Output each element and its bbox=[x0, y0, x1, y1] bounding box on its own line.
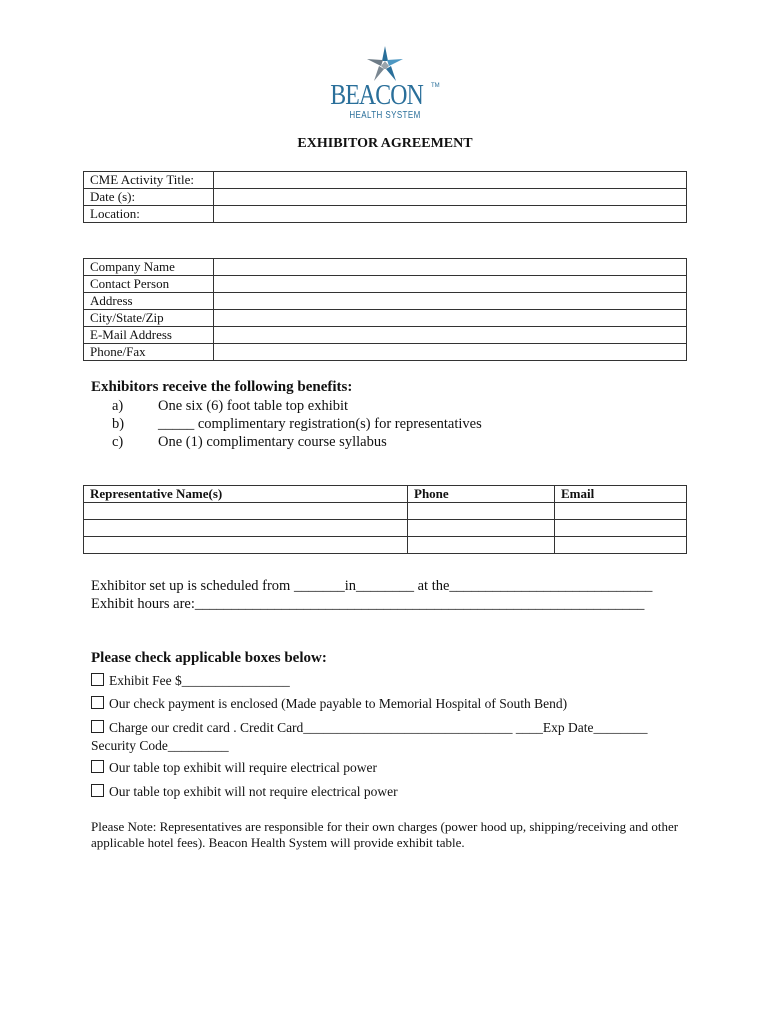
page-title: EXHIBITOR AGREEMENT bbox=[297, 136, 473, 151]
table-header-row bbox=[84, 486, 687, 503]
option-label: Charge our credit card . Credit Card_______________________________ ____Exp Date________ bbox=[109, 720, 648, 735]
check-payment-option bbox=[91, 696, 567, 712]
list-marker: b) bbox=[112, 416, 125, 432]
rep-email-cell[interactable] bbox=[555, 537, 687, 554]
setup-line[interactable]: Exhibitor set up is scheduled from _______in________ at the____________________________ bbox=[91, 578, 653, 594]
rep-name-cell[interactable] bbox=[84, 520, 408, 537]
table-row bbox=[84, 310, 687, 327]
row-label: City/State/Zip bbox=[84, 310, 214, 327]
row-label: Date (s): bbox=[84, 189, 214, 206]
table-row bbox=[84, 172, 687, 189]
column-header: Email bbox=[555, 486, 687, 503]
benefits-heading: Exhibitors receive the following benefits: bbox=[91, 379, 353, 395]
beacon-logo bbox=[325, 44, 445, 122]
no-power-checkbox[interactable] bbox=[91, 784, 104, 797]
option-label: Exhibit Fee $________________ bbox=[109, 673, 290, 688]
list-text: _____ complimentary registration(s) for representatives bbox=[158, 416, 482, 432]
date-field[interactable] bbox=[214, 189, 687, 206]
rep-phone-cell[interactable] bbox=[408, 537, 555, 554]
checkbox-heading: Please check applicable boxes below: bbox=[91, 650, 327, 666]
option-label: Our table top exhibit will not require electrical power bbox=[109, 784, 398, 799]
column-header: Phone bbox=[408, 486, 555, 503]
table-row bbox=[84, 537, 687, 554]
row-label: Contact Person bbox=[84, 276, 214, 293]
power-option bbox=[91, 760, 377, 776]
option-label: Our table top exhibit will require electrical power bbox=[109, 760, 378, 775]
row-label: Address bbox=[84, 293, 214, 310]
table-row bbox=[84, 259, 687, 276]
location-field[interactable] bbox=[214, 206, 687, 223]
representatives-table bbox=[83, 485, 687, 554]
table-row bbox=[84, 503, 687, 520]
row-label: Phone/Fax bbox=[84, 344, 214, 361]
company-name-field[interactable] bbox=[214, 259, 687, 276]
list-marker: c) bbox=[112, 434, 124, 450]
activity-table bbox=[83, 171, 687, 223]
list-text: One (1) complimentary course syllabus bbox=[158, 434, 387, 450]
logo-wordmark: BEACON bbox=[330, 80, 423, 111]
exhibit-fee-option bbox=[91, 673, 290, 689]
please-note: Please Note: Representatives are responsible for their own charges (power hood up, shipping/receiving and other applicable hotel fees). Beacon Health System will provide exhibit table. bbox=[91, 819, 679, 850]
row-label: CME Activity Title: bbox=[84, 172, 214, 189]
rep-phone-cell[interactable] bbox=[408, 503, 555, 520]
table-row bbox=[84, 520, 687, 537]
address-field[interactable] bbox=[214, 293, 687, 310]
credit-card-option bbox=[91, 720, 648, 736]
star-icon bbox=[325, 44, 445, 84]
table-row bbox=[84, 344, 687, 361]
list-text: One six (6) foot table top exhibit bbox=[158, 398, 349, 414]
option-label: Our check payment is enclosed (Made payable to Memorial Hospital of South Bend) bbox=[109, 696, 568, 711]
rep-email-cell[interactable] bbox=[555, 503, 687, 520]
contact-person-field[interactable] bbox=[214, 276, 687, 293]
table-row bbox=[84, 327, 687, 344]
rep-email-cell[interactable] bbox=[555, 520, 687, 537]
row-label: E-Mail Address bbox=[84, 327, 214, 344]
column-header: Representative Name(s) bbox=[84, 486, 408, 503]
city-state-zip-field[interactable] bbox=[214, 310, 687, 327]
exhibit-fee-checkbox[interactable] bbox=[91, 673, 104, 686]
rep-name-cell[interactable] bbox=[84, 503, 408, 520]
list-marker: a) bbox=[112, 398, 124, 414]
security-code-line[interactable]: Security Code_________ bbox=[91, 738, 229, 753]
table-row bbox=[84, 206, 687, 223]
credit-card-checkbox[interactable] bbox=[91, 720, 104, 733]
logo-tm: TM bbox=[431, 83, 440, 89]
table-row bbox=[84, 276, 687, 293]
company-table bbox=[83, 258, 687, 361]
table-row bbox=[84, 189, 687, 206]
no-power-option bbox=[91, 784, 398, 800]
email-field[interactable] bbox=[214, 327, 687, 344]
hours-line[interactable]: Exhibit hours are:______________________________________________________________ bbox=[91, 596, 645, 612]
rep-phone-cell[interactable] bbox=[408, 520, 555, 537]
activity-title-field[interactable] bbox=[214, 172, 687, 189]
logo-subtitle: HEALTH SYSTEM bbox=[349, 110, 421, 121]
phone-fax-field[interactable] bbox=[214, 344, 687, 361]
check-payment-checkbox[interactable] bbox=[91, 696, 104, 709]
row-label: Location: bbox=[84, 206, 214, 223]
rep-name-cell[interactable] bbox=[84, 537, 408, 554]
table-row bbox=[84, 293, 687, 310]
power-checkbox[interactable] bbox=[91, 760, 104, 773]
row-label: Company Name bbox=[84, 259, 214, 276]
